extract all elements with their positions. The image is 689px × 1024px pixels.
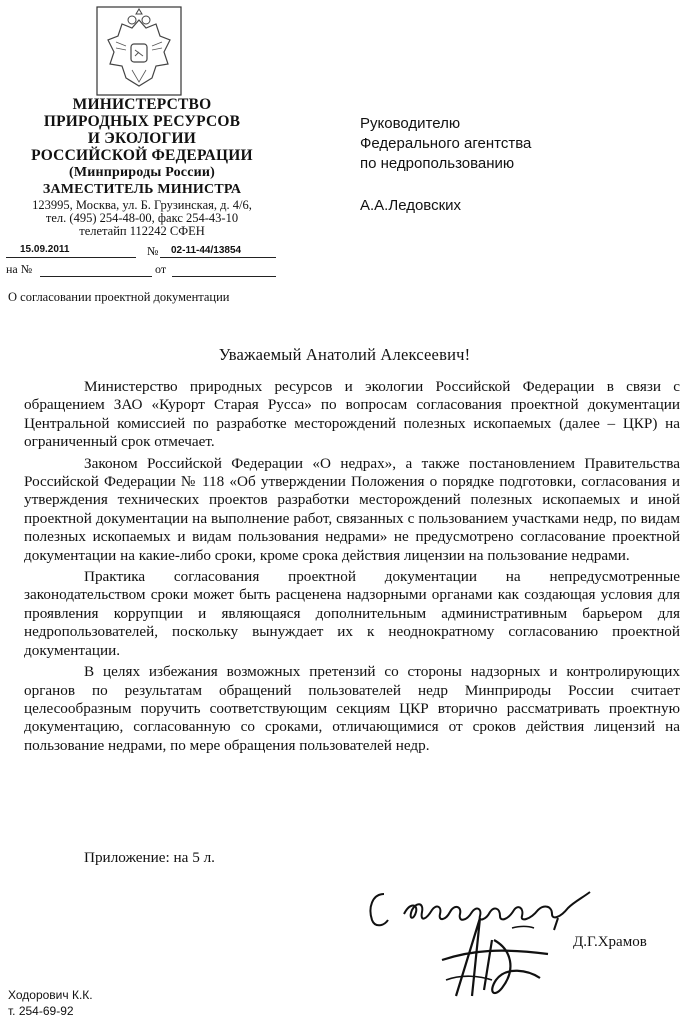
address-line: тел. (495) 254-48-00, факс 254-43-10 [45, 211, 239, 225]
addressee-name: А.А.Ледовских [360, 197, 462, 214]
ministry-line: РОССИЙСКОЙ ФЕДЕРАЦИИ [31, 147, 253, 164]
appendix-note: Приложение: на 5 л. [84, 849, 215, 866]
executor-block [8, 987, 93, 1019]
number-sign: № [147, 244, 159, 258]
addressee-line: по недропользованию [360, 155, 515, 172]
ministry-name-block [6, 96, 278, 198]
signatory-position: ЗАМЕСТИТЕЛЬ МИНИСТРА [42, 182, 242, 197]
ministry-line: И ЭКОЛОГИИ [87, 130, 197, 147]
salutation: Уважаемый Анатолий Алексеевич! [218, 345, 471, 364]
ministry-short-name: (Минприроды России) [68, 165, 216, 180]
ministry-address [6, 199, 278, 238]
reference-label: на № [6, 262, 33, 276]
registration-date: 15.09.2011 [20, 244, 70, 255]
handwritten-signature [432, 910, 558, 1002]
reference-underline [40, 276, 152, 277]
number-underline [160, 257, 276, 258]
registration-number: 02-11-44/13854 [171, 245, 242, 256]
address-line: 123995, Москва, ул. Б. Грузинская, д. 4/6, [32, 198, 252, 212]
addressee-line: Руководителю [360, 115, 461, 132]
address-line: телетайп 112242 СФЕН [79, 224, 205, 238]
body-paragraph: Практика согласования проектной документации на непредусмотренные законодательством сроки может быть расценена надзорными органами как создающая условия для проявления коррупции и являющаяся дополнительным административным барьером для недропользователей, поскольку вынуждает их к неоднократному согласованию проектной документации. [24, 568, 680, 659]
body-paragraph: Министерство природных ресурсов и экологии Российской Федерации в связи с обращением ЗАО «Курорт Старая Русса» по вопросам согласования проектной документации Центральной комиссией по разработке месторождений полезных ископаемых (далее – ЦКР) на ограниченный срок отмечает. [24, 378, 680, 451]
letter-subject: О согласовании проектной документации [8, 290, 230, 304]
addressee-block [360, 114, 680, 216]
executor-name: Ходорович К.К. [8, 988, 93, 1002]
ministry-line: МИНИСТЕРСТВО [72, 96, 212, 113]
date-underline [6, 257, 136, 258]
reference-from-label: от [155, 262, 167, 276]
addressee-line: Федерального агентства [360, 135, 532, 152]
ministry-line: ПРИРОДНЫХ РЕСУРСОВ [43, 113, 241, 130]
letter-body [24, 378, 680, 758]
body-paragraph: В целях избежания возможных претензий со стороны надзорных и контролирующих органов по результатам обращений пользователей недр Минприроды России считает целесообразным поручить соответствующим секциям ЦКР вторично рассматривать проектную документацию, согласованную со сроками, отличающимися от сроков действия лицензий на пользование недрами, по мере обращения пользователей недр. [24, 663, 680, 754]
russian-coat-of-arms-icon [96, 6, 182, 96]
signer-name: Д.Г.Храмов [573, 934, 647, 950]
executor-phone: т. 254-69-92 [8, 1004, 74, 1018]
reference-date-underline [172, 276, 276, 277]
body-paragraph: Законом Российской Федерации «О недрах», а также постановлением Правительства Российской Федерации № 118 «Об утверждении Положения о порядке подготовки, согласования и утверждения технических проектов разработки месторождений полезных ископаемых и иной проектной документации на выполнение работ, связанных с пользованием участками недр, по видам полезных ископаемых и видам пользования недрами» не предусмотрено согласование проектной документации на какие-либо сроки, кроме срока действия лицензии на пользование недрами. [24, 454, 680, 564]
